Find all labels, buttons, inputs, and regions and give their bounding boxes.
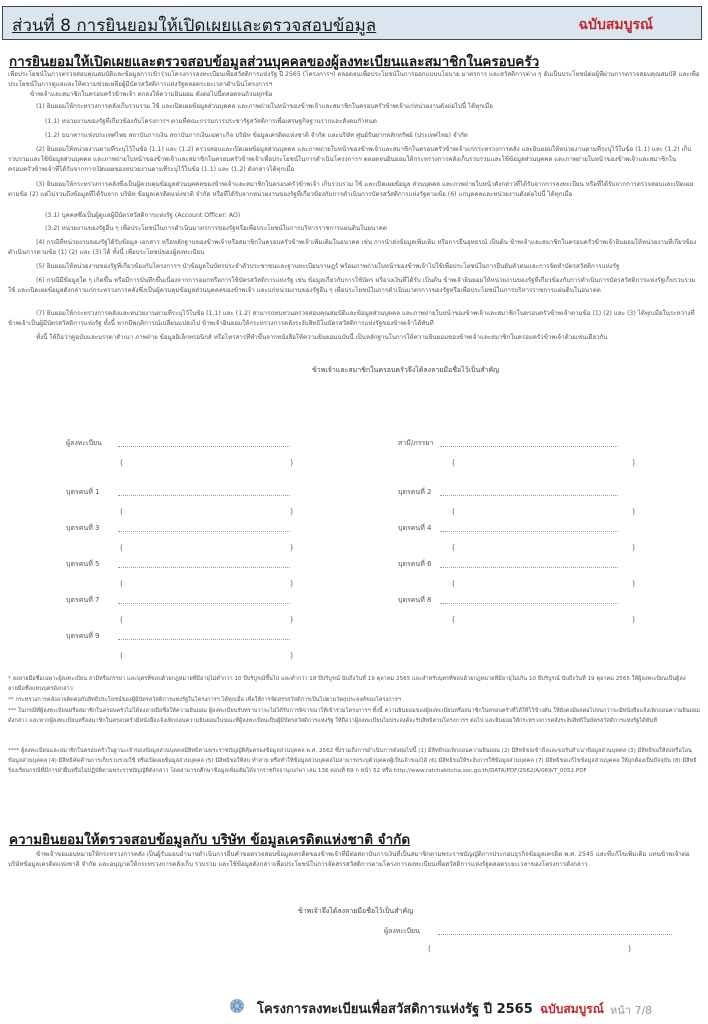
name-paren-open: ( <box>452 543 456 552</box>
consent-intro: ข้าพเจ้าและสมาชิกในครอบครัวข้าพเจ้า ตกลงให้ความยินยอม ดังต่อไปนี้ตลอดจนถ้วนทุกข้อ <box>30 91 273 98</box>
name-paren-open: ( <box>120 615 124 624</box>
name-paren-open: ( <box>120 507 124 516</box>
name-paren-close: ) <box>632 615 636 624</box>
consent-item-1-1: (1.1) หน่วยงานของรัฐที่เกี่ยวข้องกับโครงการฯ ตามที่คณะกรรมการประชารัฐสวัสดิการเพื่อเศรษฐกิจฐานรากและสังคมกำหนด <box>45 118 377 125</box>
signer-label: สามี/ภรรยา <box>398 439 434 447</box>
consent-item-3-1: (3.1) บุคคลซึ่งเป็นผู้ดูแลผู้มีบัตรสวัสดิการแห่งรัฐ (Account Officer: AO) <box>45 212 241 219</box>
name-paren-close: ) <box>290 615 294 624</box>
page-title: ส่วนที่ 8 การยินยอมให้เปิดเผยและตรวจสอบข้อมูล <box>12 16 377 36</box>
signature-line[interactable] <box>440 446 618 447</box>
signature-line[interactable] <box>118 567 290 568</box>
signer-label: บุตรคนที่ 4 <box>398 524 432 532</box>
signature-line[interactable] <box>440 531 618 532</box>
name-paren-close: ) <box>290 543 294 552</box>
consent-item-2: (2) ยินยอมให้หน่วยงานตามที่ระบุไว้ในข้อ (1.1) และ (1.2) ตรวจสอบและเปิดเผยข้อมูลส่วนบุคคล และภาพถ่ายใบหน้าของข้าพเจ้าและสมาชิกในครอบครัวข้าพเจ้าแก่กระทรวงการคลัง และยินยอมให้หน่วยงานตามที่ระบุไว้ในข้อ (1.1) และ (1.2) เก็บรวบรวมและใช้ข้อมูลส่วนบุคคล และภาพถ่ายใบหน้าของข้าพเจ้าและสมาชิกในครอบครัวข้าพเจ้าเพื่อประโยชน์ในการดำเนินโครงการฯ ตลอดจนยินยอมให้กระทรวงการคลังเก็บรวบรวมและใช้ข้อมูลส่วนบุคคล และภาพถ่ายใบหน้าของข้าพเจ้าและสมาชิกในครอบครัวข้าพเจ้าที่ได้รับจากการเปิดเผยของหน่วยงานตามที่ระบุไว้ในข้อ (1.1) และ (1.2) ดังกล่าวได้ทุกเมื่อ <box>8 146 692 173</box>
name-paren-close: ) <box>290 579 294 588</box>
signer-label: บุตรคนที่ 7 <box>66 596 100 604</box>
footnote-3: *** ในกรณีที่ผู้ลงทะเบียนหรือสมาชิกในครอบครัวไม่ได้ลงลายมือชื่อให้ความยินยอม ผู้ลงทะเบียนรับทราบว่าจะไม่ได้รับการพิจารณาให้เข้าร่วมโครงการฯ ทั้งนี้ ความยินยอมของผู้ลงทะเบียนหรือสมาชิกในครอบครัวที่ได้ให้ไว้ข้างต้น ให้ยังคงมีผลต่อไปจนกว่าจะมีหนังสือแจ้งเพิกถอนความยินยอมดังกล่าว และหากผู้ลงทะเบียนหรือสมาชิกในครอบครัวมีหนังสือแจ้งเพิกถอนความยินยอมในขณะที่ผู้ลงทะเบียนเป็นผู้มีบัตรสวัสดิการแห่งรัฐ ให้ถือว่าผู้ลงทะเบียนไม่ประสงค์จะรับสิทธิตามโครงการฯ ต่อไป และยินยอมให้กระทรวงการคลังระงับสิทธิในบัตรสวัสดิการแห่งรัฐได้ทันที <box>8 708 700 724</box>
page-number: หน้า 7/8 <box>610 1004 653 1017</box>
section2-title: ความยินยอมให้ตรวจสอบข้อมูลกับ บริษัท ข้อมูลเครดิตแห่งชาติ จำกัด <box>9 832 411 848</box>
consent-item-3-2: (3.2) หน่วยงานของรัฐอื่น ๆ เพื่อประโยชน์ในการดำเนินมาตรการของรัฐหรือเพื่อประโยชน์ในการบริหารราชการแผ่นดินในอนาคต <box>45 225 387 232</box>
consent-item-1: (1) ยินยอมให้กระทรวงการคลังเก็บรวบรวม ใช้ และเปิดเผยข้อมูลส่วนบุคคล และภาพถ่ายใบหน้าของข้าพเจ้าและสมาชิกในครอบครัวข้าพเจ้าแก่หน่วยงานดังต่อไปนี้ ได้ทุกเมื่อ <box>36 103 493 110</box>
footnote-4: **** ผู้ลงทะเบียนและสมาชิกในครอบครัวในฐานะเจ้าของข้อมูลส่วนบุคคลมีสิทธิตามพระราชบัญญัติคุ้มครองข้อมูลส่วนบุคคล พ.ศ. 2562 ซึ่งรวมถึงการดำเนินการดังต่อไปนี้ (1) มีสิทธิขอเพิกถอนความยินยอม (2) มีสิทธิขอเข้าถึงและขอรับสำเนาข้อมูลส่วนบุคคล (3) มีสิทธิขอให้ส่งหรือโอนข้อมูลส่วนบุคคล (4) มีสิทธิคัดค้านการเก็บรวบรวมใช้ หรือเปิดเผยข้อมูลส่วนบุคคล (5) มีสิทธิขอให้ลบ ทำลาย หรือทำให้ข้อมูลส่วนบุคคลไม่สามารถระบุตัวบุคคลผู้เป็นเจ้าของได้ (6) มีสิทธิขอให้ระงับการใช้ข้อมูลส่วนบุคคล (7) มีสิทธิขอแก้ไขข้อมูลส่วนบุคคล ให้ถูกต้องเป็นปัจจุบัน (8) มีสิทธิร้องเรียนกรณีที่มีการฝ่าฝืนหรือไม่ปฏิบัติตามพระราชบัญญัติดังกล่าว โดยสามารถศึกษาข้อมูลเพิ่มเติมได้จากราชกิจจานุเบกษา เล่ม 136 ตอนที่ 69 ก หน้า 52 หรือ http://www.ratchakitcha.soc.go.th/DATA/PDF/2562/A/069/T_0052.PDF <box>8 748 697 774</box>
signer-label: บุตรคนที่ 1 <box>66 488 100 496</box>
consent-item-4: (4) กรณีที่หน่วยงานของรัฐได้รับข้อมูล เอกสาร หรือหลักฐานของข้าพเจ้าหรือสมาชิกในครอบครัวข้าพเจ้าเพิ่มเติมในอนาคต เช่น การนำส่งข้อมูลเพิ่มเติม หรือการยื่นอุทธรณ์ เป็นต้น ข้าพเจ้าและสมาชิกในครอบครัวข้าพเจ้ายินยอมให้หน่วยงานที่เกี่ยวข้องดำเนินการตามข้อ (1) (2) และ (3) ได้ ทั้งนี้ เพื่อประโยชน์ของผู้ลงทะเบียน <box>8 239 697 256</box>
credit-consent-paragraph: ข้าพเจ้าขอมอบหมายให้กระทรวงการคลัง เป็นผู้รับมอบอำนาจดำเนินการยื่นคำขอตรวจสอบข้อมูลเครดิตของข้าพเจ้าที่มีต่อสถาบันการเงินที่เป็นสมาชิกตามพระราชบัญญัติการประกอบธุรกิจข้อมูลเครดิต พ.ศ. 2545 และที่แก้ไขเพิ่มเติม แทนข้าพเจ้าต่อบริษัทข้อมูลเครดิตแห่งชาติ จำกัด และอนุญาตให้กระทรวงการคลังเก็บ รวบรวม และใช้ข้อมูลดังกล่าวเพื่อประโยชน์ในการจัดสรรสวัสดิการตามโครงการลงทะเบียนเพื่อสวัสดิการแห่งรัฐตลอดระยะเวลาของโครงการดังกล่าว <box>8 851 690 868</box>
signature-heading: ข้าพเจ้าและสมาชิกในครอบครัวจึงได้ลงลายมือชื่อไว้เป็นสำคัญ <box>312 366 500 374</box>
signature-line[interactable] <box>440 495 618 496</box>
signer-label: บุตรคนที่ 3 <box>66 524 100 532</box>
footnote-1: * ลงลายมือชื่อเฉพาะผู้ลงทะเบียน สามีหรือภรรยา และบุตรที่ชอบด้วยกฎหมายที่มีอายุไม่ต่ำกว่า 10 ปีบริบูรณ์ขึ้นไป และต่ำกว่า 18 ปีบริบูรณ์ นับถึงวันที่ 19 ตุลาคม 2565 และสำหรับบุตรที่ชอบด้วยกฎหมายที่มีอายุไม่เกิน 10 ปีบริบูรณ์ นับถึงวันที่ 19 ตุลาคม 2565 ให้ผู้ลงทะเบียนเป็นผู้ลงลายมือชื่อแทนบุตรดังกล่าว <box>8 676 686 692</box>
name-paren-open: ( <box>120 579 124 588</box>
signature-line[interactable] <box>118 495 290 496</box>
name-paren-close: ) <box>290 651 294 660</box>
name-paren-close: ) <box>290 507 294 516</box>
name-paren-open: ( <box>120 651 124 660</box>
signature-line[interactable] <box>440 603 618 604</box>
signer-label: ผู้ลงทะเบียน <box>66 439 102 447</box>
name-paren-open: ( <box>120 543 124 552</box>
credit-paren-open: ( <box>428 944 432 953</box>
version-badge: ฉบับสมบูรณ์ <box>578 17 653 33</box>
name-paren-open: ( <box>452 579 456 588</box>
name-paren-close: ) <box>632 507 636 516</box>
consent-item-5: (5) ยินยอมให้หน่วยงานของรัฐที่เกี่ยวข้องกับโครงการฯ นำข้อมูลในบัตรประจำตัวประชาชนและฐานทะเบียนราษฎร์ พร้อมภาพถ่ายใบหน้าของข้าพเจ้าไปใช้เพื่อประโยชน์ในการยืนยันตัวตนและการจัดทำบัตรสวัสดิการแห่งรัฐ <box>36 263 620 270</box>
signer-label: บุตรคนที่ 2 <box>398 488 432 496</box>
signature-line[interactable] <box>118 531 290 532</box>
name-paren-open: ( <box>452 615 456 624</box>
closing-paragraph: ทั้งนี้ ให้ถือว่าคู่ฉบับและบรรดาสำเนา ภาพถ่าย ข้อมูลอิเล็กทรอนิกส์ หรือโทรสารที่ทำขึ้นจากหนังสือให้ความยินยอมฉบับนี้ เป็นหลักฐานในการให้ความยินยอมของข้าพเจ้าและสมาชิกในครอบครัวข้าพเจ้าด้วยเช่นเดียวกัน <box>36 334 608 341</box>
name-paren-close: ) <box>632 458 636 467</box>
signature-line[interactable] <box>118 446 290 447</box>
credit-signer-label: ผู้ลงทะเบียน <box>384 927 420 935</box>
consent-item-1-2: (1.2) ธนาคารแห่งประเทศไทย สถาบันการเงิน สถาบันการเงินเฉพาะกิจ บริษัท ข้อมูลเครดิตแห่งชาติ จำกัด และบริษัท ศูนย์รับฝากหลักทรัพย์ (ประเทศไทย) จำกัด <box>45 132 468 139</box>
footnote-2: ** กระทรวงการคลังอาจติดต่อกับสิทธิประโยชน์ของผู้มีบัตรสวัสดิการแห่งรัฐในโครงการฯ ได้ทุกเมื่อ เพื่อให้การจัดสรรสวัสดิการเป็นไปตามวัตถุประสงค์ของโครงการฯ <box>8 697 401 703</box>
footer-project-title: โครงการลงทะเบียนเพื่อสวัสดิการแห่งรัฐ ปี 2565 <box>257 1002 533 1017</box>
signer-label: บุตรคนที่ 6 <box>398 560 432 568</box>
name-paren-close: ) <box>632 579 636 588</box>
footer-version-badge: ฉบับสมบูรณ์ <box>540 1002 604 1016</box>
name-paren-close: ) <box>632 543 636 552</box>
consent-item-3: (3) ยินยอมให้กระทรวงการคลังซึ่งเป็นผู้ควบคุมข้อมูลส่วนบุคคลของข้าพเจ้าและสมาชิกในครอบครัวข้าพเจ้า เก็บรวบรวม ใช้ และเปิดเผยข้อมูล ส่วนบุคคล และภาพถ่ายใบหน้าดังกล่าวที่ได้รับจากการลงทะเบียน หรือที่ได้รับจากการตรวจสอบและเปิดเผยตามข้อ (2) แต่ไม่รวมถึงข้อมูลที่ได้รับจาก บริษัท ข้อมูลเครดิตแห่งชาติ จำกัด หรือที่ได้รับจากหน่วยงานของรัฐที่เกี่ยวข้องกับการดำเนินการบัตรสวัสดิการแห่งรัฐตามข้อ (6) แก่บุคคลและหน่วยงานดังต่อไปนี้ ได้ทุกเมื่อ <box>8 181 694 198</box>
consent-item-6: (6) กรณีมีข้อมูลใด ๆ เกิดขึ้น หรือมีการบันทึกขึ้นเนื่องจากการออกหรือการใช้บัตรสวัสดิการแห่งรัฐ เช่น ข้อมูลเกี่ยวกับการใช้บัตร หรือวงเงินที่ได้รับ เป็นต้น ข้าพเจ้ายินยอมให้หน่วยงานของรัฐที่เกี่ยวข้องกับการดำเนินการบัตรสวัสดิการแห่งรัฐเก็บรวบรวม ใช้ และเปิดเผยข้อมูลดังกล่าวแก่กระทรวงการคลังซึ่งเป็นผู้ควบคุมข้อมูลส่วนบุคคลของข้าพเจ้า และแก่หน่วยงานของรัฐอื่น ๆ เพื่อประโยชน์ในการดำเนินมาตรการของรัฐหรือเพื่อประโยชน์ในการบริหารราชการแผ่นดินในอนาคต <box>8 277 696 294</box>
name-paren-open: ( <box>120 458 124 467</box>
signature-line[interactable] <box>118 639 290 640</box>
signer-label: บุตรคนที่ 9 <box>66 632 100 640</box>
signer-label: บุตรคนที่ 8 <box>398 596 432 604</box>
credit-paren-close: ) <box>628 944 632 953</box>
section1-title: การยินยอมให้เปิดเผยและตรวจสอบข้อมูลส่วนบุคคลของผู้ลงทะเบียนและสมาชิกในครอบครัว <box>9 54 540 70</box>
name-paren-open: ( <box>452 507 456 516</box>
consent-item-7: (7) ยินยอมให้กระทรวงการคลังและหน่วยงานตามที่ระบุไว้ในข้อ (1.1) และ (1.2) สามารถทบทวนตรวจสอบคุณสมบัติและข้อมูลส่วนบุคคล และภาพถ่ายใบหน้าของข้าพเจ้าและสมาชิกในครอบครัวข้าพเจ้าตามข้อ (1) (2) และ (3) ได้ทุกเมื่อในระหว่างที่ข้าพเจ้าเป็นผู้มีบัตรสวัสดิการแห่งรัฐ ทั้งนี้ หากมีพฤติการณ์เปลี่ยนแปลงไป ข้าพเจ้ายินยอมให้กระทรวงการคลังระงับสิทธิในบัตรสวัสดิการแห่งรัฐของข้าพเจ้าได้ทันที <box>8 310 695 327</box>
name-paren-open: ( <box>452 458 456 467</box>
credit-signature-heading: ข้าพเจ้าจึงได้ลงลายมือชื่อไว้เป็นสำคัญ <box>298 907 414 915</box>
emblem-logo-icon <box>228 997 246 1015</box>
signature-line[interactable] <box>440 567 618 568</box>
signature-line[interactable] <box>118 603 290 604</box>
section-header-banner <box>2 6 702 40</box>
credit-signature-line[interactable] <box>438 934 672 935</box>
signer-label: บุตรคนที่ 5 <box>66 560 100 568</box>
intro-paragraph: เพื่อประโยชน์ในการตรวจสอบคุณสมบัติและข้อมูลการเข้าร่วมโครงการลงทะเบียนเพื่อสวัสดิการแห่งรัฐ ปี 2565 (โครงการฯ) ตลอดจนเพื่อประโยชน์ในการออกแบบนโยบาย มาตรการ และสวัสดิการต่าง ๆ อันเป็นประโยชน์ต่อผู้ที่ผ่านการตรวจสอบคุณสมบัติ และเพื่อประโยชน์ในการดูแลและให้ความช่วยเหลือผู้มีบัตรสวัสดิการแห่งรัฐตลอดระยะเวลาดำเนินโครงการฯ <box>8 71 700 88</box>
name-paren-close: ) <box>290 458 294 467</box>
